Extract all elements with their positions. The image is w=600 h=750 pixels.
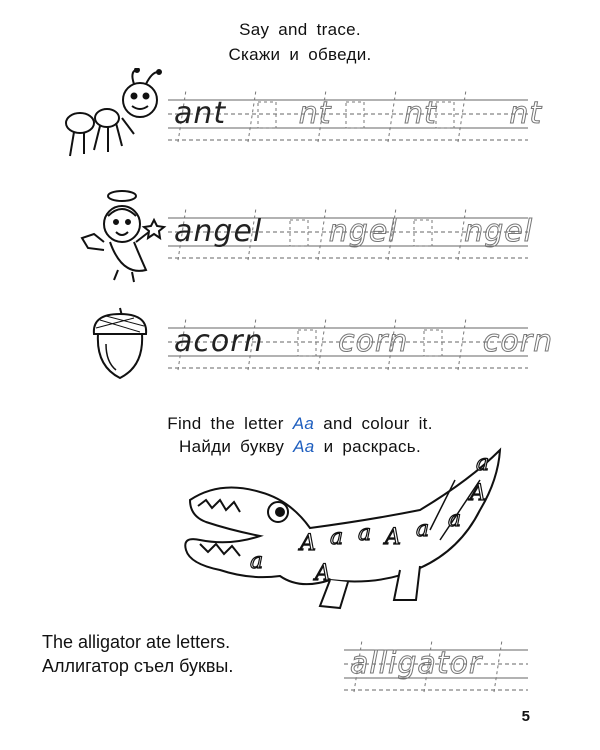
trace-row-acorn[interactable] bbox=[168, 316, 554, 372]
acorn-icon bbox=[88, 304, 152, 384]
alligator-illustration[interactable] bbox=[180, 440, 520, 620]
bottom-sentence-en: The alligator ate letters. bbox=[42, 632, 231, 652]
svg-text:A: A bbox=[315, 561, 331, 586]
text: Find the letter bbox=[167, 414, 284, 433]
text: and colour it. bbox=[323, 414, 433, 433]
trace-row-alligator[interactable] bbox=[344, 638, 528, 694]
angel-icon bbox=[74, 186, 174, 286]
instruction-en: Say and trace. bbox=[239, 20, 361, 39]
trace-word: angel bbox=[174, 214, 263, 249]
trace-ghost: nt bbox=[404, 96, 437, 131]
svg-text:a: a bbox=[416, 517, 430, 542]
svg-text:A: A bbox=[385, 525, 401, 550]
text: Найди букву bbox=[179, 437, 285, 456]
svg-text:a: a bbox=[476, 451, 490, 476]
trace-row-angel[interactable] bbox=[168, 206, 534, 262]
ant-icon bbox=[62, 68, 172, 163]
trace-row-ant[interactable] bbox=[168, 88, 543, 144]
svg-text:a: a bbox=[358, 521, 372, 546]
trace-ghost: nt bbox=[509, 96, 543, 131]
svg-text:a: a bbox=[330, 525, 344, 550]
instruction-ru: Скажи и обведи. bbox=[228, 45, 372, 64]
trace-ghost: nt bbox=[298, 96, 332, 131]
text: и раскрась. bbox=[323, 437, 421, 456]
page-number: 5 bbox=[521, 708, 530, 725]
bottom-sentence-ru: Аллигатор съел буквы. bbox=[42, 656, 234, 676]
svg-text:a: a bbox=[448, 507, 462, 532]
svg-text:A: A bbox=[300, 531, 316, 556]
highlight-letter: Aa bbox=[292, 414, 315, 433]
svg-text:A: A bbox=[470, 481, 486, 506]
trace-ghost: corn bbox=[482, 324, 554, 359]
trace-word: ant bbox=[174, 96, 227, 131]
trace-ghost: alligator bbox=[350, 646, 483, 681]
trace-ghost: ngel bbox=[464, 214, 534, 249]
trace-ghost: corn bbox=[338, 324, 409, 359]
highlight-letter: Aa bbox=[293, 437, 315, 456]
trace-ghost: ngel bbox=[328, 214, 398, 249]
trace-word: acorn bbox=[174, 324, 264, 359]
find-letter-instruction-en bbox=[0, 414, 600, 434]
svg-text:a: a bbox=[250, 549, 264, 574]
